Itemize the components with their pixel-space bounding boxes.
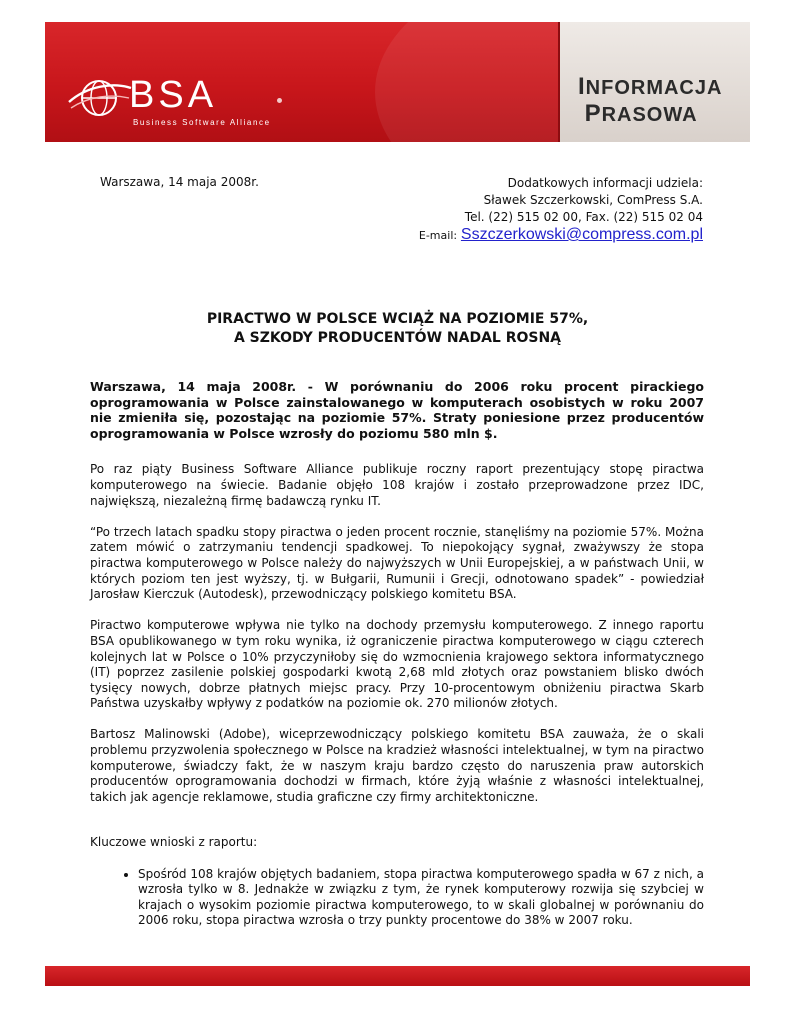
contact-intro: Dodatkowych informacji udziela:	[507, 176, 703, 190]
headline-line-1: PIRACTWO W POLSCE WCIĄŻ NA POZIOMIE 57%,	[206, 311, 589, 327]
bsa-logo	[67, 72, 367, 132]
article-body	[90, 379, 704, 929]
contact-person: Sławek Szczerkowski, ComPress S.A.	[483, 193, 703, 207]
press-release-title: INFORMACJA PRASOWA	[578, 73, 723, 127]
email-link[interactable]: Sszczerkowski@compress.com.pl	[460, 226, 703, 243]
logo-mark	[277, 98, 282, 103]
paragraph-3: Piractwo komputerowe wpływa nie tylko na dochody przemysłu komputerowego. Z innego raportu BSA opublikowanego w tym roku wynika, iż ograniczenie piractwa komputerowego w ciągu czterech kolejnych lat w Polsce o 10% przyczyniłoby się do wzmocnienia krajowego sektora informatycznego (IT) poprzez zasilenie polskiej gospodarki kwotą 2,68 mld złotych oraz powstaniem blisko dwóch tysięcy nowych, dobrze płatnych miejsc pracy. Przy 10-procentowym obniżeniu piractwa Skarb Państwa uzyskałby wpływy z podatków na poziomie ok. 270 milionów złotych.	[90, 618, 704, 711]
headline	[90, 310, 705, 348]
logo-subtitle: Business Software Alliance	[133, 118, 271, 127]
contact-block	[419, 175, 703, 244]
paragraph-5: Kluczowe wnioski z raportu:	[90, 835, 258, 850]
header-banner	[45, 22, 750, 142]
globe-swoosh-icon	[67, 72, 133, 126]
paragraph-1: Po raz piąty Business Software Alliance publikuje roczny raport prezentujący stopę piractwa komputerowego na świecie. Badanie objęło 108 krajów i zostało przeprowadzone przez IDC, największą, niezależną firmę badawczą rynku IT.	[90, 462, 704, 508]
paragraph-2: “Po trzech latach spadku stopy piractwa o jeden procent rocznie, stanęliśmy na poziomie 57%. Można zatem mówić o zatrzymaniu tendencji spadkowej. To niepokojący sygnał, zważywszy że stopa piractwa komputerowego w Polsce należy do najwyższych w Unii Europejskiej, a w państwach Unii, w których poziom ten jest wyższy, tj. w Bułgarii, Rumunii i Grecji, odnotowano spadek” - powiedział Jarosław Kierczuk (Autodesk), przewodniczący polskiego komitetu BSA.	[90, 524, 704, 602]
contact-phone: Tel. (22) 515 02 00, Fax. (22) 515 02 04	[464, 210, 703, 224]
banner-red-panel	[45, 22, 560, 142]
footer-bar	[45, 966, 750, 986]
key-findings-list	[90, 867, 704, 929]
paragraph-4: Bartosz Malinowski (Adobe), wiceprzewodniczący polskiego komitetu BSA zauważa, że o skali problemu przyzwolenia społecznego w Polsce na kradzież własności intelektualnej, w tym na piractwo komputerowe, świadczy fakt, że w naszym kraju bardzo często do naruszenia praw autorskich producentów oprogramowania dochodzi w firmach, które żyją właśnie z własności intelektualnej, takich jak agencje reklamowe, studia graficzne czy firmy architektoniczne.	[90, 727, 704, 804]
lead-paragraph: Warszawa, 14 maja 2008r. - W porównaniu do 2006 roku procent pirackiego oprogramowania w Polsce zainstalowanego w komputerach osobistych w roku 2007 nie zmieniła się, pozostając na poziomie 57%. Straty poniesione przez producentów oprogramowania w Polsce wzrosły do poziomu 580 mln $.	[90, 379, 704, 441]
headline-line-2: A SZKODY PRODUCENTÓW NADAL ROSNĄ	[233, 330, 562, 346]
date-place: Warszawa, 14 maja 2008r.	[100, 175, 259, 189]
banner-decoration	[375, 22, 560, 142]
list-item: • Spośród 108 krajów objętych badaniem, stopa piractwa komputerowego spadła w 67 z nich, a wzrosła tylko w 8. Jednakże w związku z tym, że rynek komputerowy rozwija się szybciej w krajach o wysokim poziomie piractwa komputerowego, to w skali globalnej w porównaniu do 2006 roku, stopa piractwa wzrosła o trzy punkty procentowe do 38% w 2007 roku.	[138, 867, 704, 929]
logo-text: BSA	[129, 74, 218, 116]
email-label: E-mail:	[418, 229, 458, 242]
